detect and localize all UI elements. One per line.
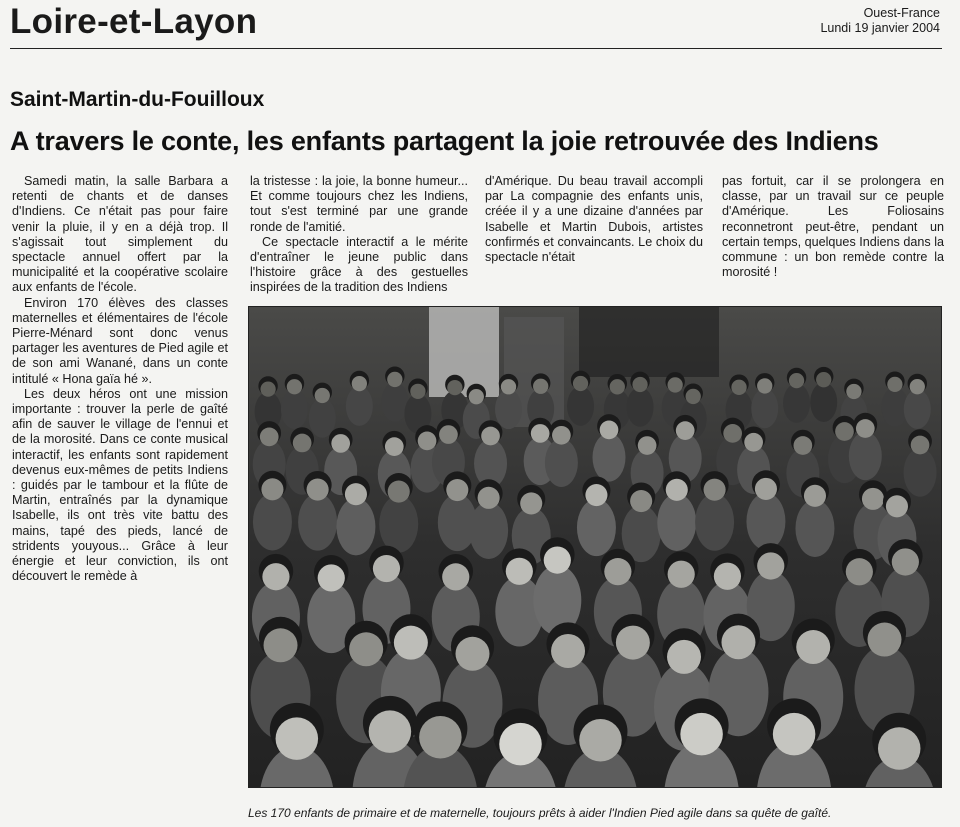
section-title: Loire-et-Layon [10, 2, 258, 41]
article-photo [248, 306, 942, 788]
article-column-2 [250, 174, 468, 296]
article-column-3 [485, 174, 703, 265]
article-paragraph: Samedi matin, la salle Barbara a retenti de chants et de danses d'Indiens. Ce n'était pas pour faire venir la pluie, il y en a déjà trop. Il s'agissait tout simplement du spectacle annuel offert par la municipalité et la coopérative scolaire aux enfants de l'école. [12, 174, 228, 295]
children-crowd-photo [249, 307, 941, 787]
article-column-4 [722, 174, 944, 280]
article-paragraph: Les deux héros ont une mission importante : trouver la perle de gaîté afin de sauver le village de l'ennui et de la morosité. Dans ce conte musical interactif, les enfants sont rapidement devenus eux-mêmes de petits Indiens : guidés par le tambour et la flûte de Martin, entraînés par la dynamique Isabelle, ils ont très vite battu des mains, tapé des pieds, lancé de stridents youyous... Grâce à leur énergie et leur conviction, ils ont découvert le remède à [12, 386, 228, 584]
photo-caption: Les 170 enfants de primaire et de maternelle, toujours prêts à aider l'Indien Pied agile dans sa quête de gaîté. [248, 806, 832, 820]
article-paragraph-continued: d'Amérique. Du beau travail accompli par La compagnie des enfants unis, créée il y a une dizaine d'années par Isabelle et Martin Dubois, artistes confirmés et convaincants. Le choix du spectacle n'était [485, 174, 703, 265]
article-locality: Saint-Martin-du-Fouilloux [10, 88, 265, 111]
header-rule [10, 48, 942, 49]
newspaper-name: Ouest-France [863, 6, 940, 20]
article-paragraph: Environ 170 élèves des classes maternelles et élémentaires de l'école Pierre-Ménard sont donc venus partager les aventures de Pied agile et de son ami Wanané, dans un conte intitulé « Hona gaïa hé ». [12, 295, 228, 386]
article-paragraph: pas fortuit, car il se prolongera en classe, par un travail sur ce peuple d'Amérique. Les Foliosains reconnetront peut-être, pendant un certain temps, quelques Indiens dans la commune : un bon remède contre la morosité ! [722, 174, 944, 280]
article-paragraph: Ce spectacle interactif a le mérite d'entraîner le jeune public dans l'histoire grâce à des gestuelles inspirées de la tradition des Indiens [250, 234, 468, 295]
newspaper-meta [820, 6, 940, 36]
publication-date: Lundi 19 janvier 2004 [820, 21, 940, 35]
article-column-1 [12, 174, 228, 584]
article-headline: A travers le conte, les enfants partagent la joie retrouvée des Indiens [10, 126, 879, 156]
article-paragraph: la tristesse : la joie, la bonne humeur... Et comme toujours chez les Indiens, tout s'est terminé par une grande ronde de l'amitié. [250, 174, 468, 234]
